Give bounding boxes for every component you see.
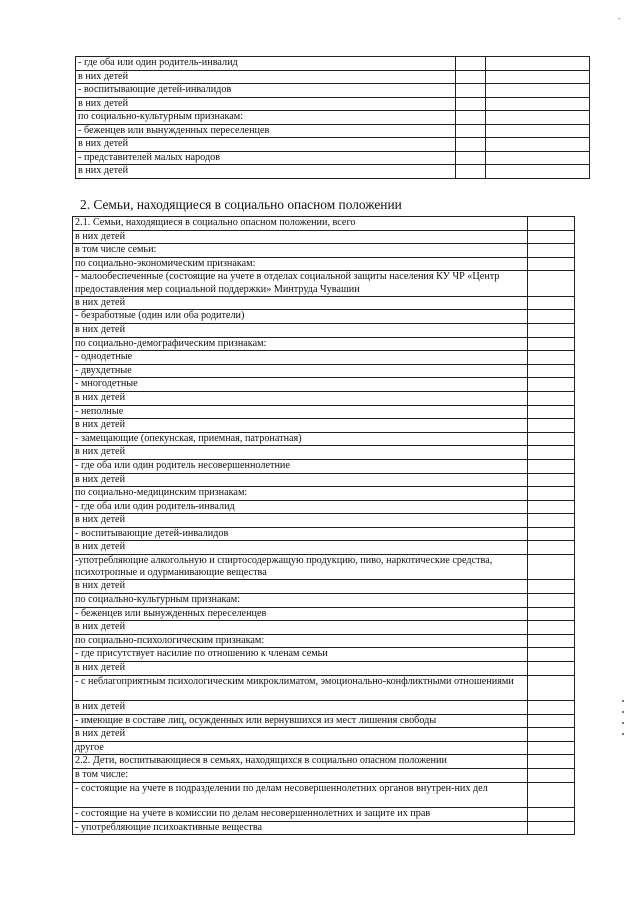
table-row [73, 230, 575, 244]
row-label: 2.1. Семьи, находящиеся в социально опасном положении, всего [73, 217, 528, 231]
row-label: в них детей [73, 580, 528, 594]
value-cell[interactable] [456, 165, 486, 179]
table-row [76, 151, 590, 165]
value-cell[interactable] [456, 70, 486, 84]
table-row [73, 391, 575, 405]
row-label: - имеющие в составе лиц, осужденных или вернувшихся из мест лишения свободы [73, 714, 528, 728]
table-row [76, 57, 590, 71]
table-row [73, 364, 575, 378]
value-cell[interactable] [528, 555, 575, 580]
value-cell[interactable] [528, 337, 575, 351]
table-row [73, 662, 575, 676]
table-row [73, 768, 575, 782]
section-heading: 2. Семьи, находящиеся в социально опасном положении [80, 197, 402, 212]
value-cell[interactable] [528, 594, 575, 608]
scan-edge-marks [622, 700, 626, 744]
row-label: в них детей [76, 97, 456, 111]
value-cell[interactable] [528, 391, 575, 405]
row-label: - неполные [73, 405, 528, 419]
row-label: по социально-экономическим признакам: [73, 257, 528, 271]
value-cell[interactable] [528, 580, 575, 594]
table-row [73, 473, 575, 487]
table-row [73, 446, 575, 460]
row-label: 2.2. Дети, воспитывающиеся в семьях, находящихся в социально опасном положении [73, 755, 528, 769]
row-label: - с неблагоприятным психологическим микроклиматом, эмоционально-конфликтными отношениями [73, 675, 528, 700]
table-row [73, 500, 575, 514]
value-cell[interactable] [528, 514, 575, 528]
value-cell[interactable] [528, 323, 575, 337]
value-cell[interactable] [486, 97, 590, 111]
table-row [76, 138, 590, 152]
table-row [73, 310, 575, 324]
value-cell[interactable] [528, 244, 575, 258]
value-cell[interactable] [528, 432, 575, 446]
value-cell[interactable] [528, 755, 575, 769]
row-label: - употребляющие психоактивные вещества [73, 821, 528, 835]
value-cell[interactable] [528, 621, 575, 635]
table-row [73, 527, 575, 541]
row-label: в них детей [73, 419, 528, 433]
value-cell[interactable] [528, 768, 575, 782]
table-row [73, 555, 575, 580]
value-cell[interactable] [528, 257, 575, 271]
table-row [73, 217, 575, 231]
table-row [73, 419, 575, 433]
row-label: в них детей [73, 323, 528, 337]
value-cell[interactable] [528, 351, 575, 365]
row-label: - безработные (один или оба родители) [73, 310, 528, 324]
row-label: - где оба или один родитель-инвалид [76, 57, 456, 71]
value-cell[interactable] [456, 111, 486, 125]
value-cell[interactable] [528, 230, 575, 244]
row-label: в них детей [73, 541, 528, 555]
table-row [76, 84, 590, 98]
value-cell[interactable] [456, 138, 486, 152]
row-label: в них детей [73, 701, 528, 715]
table-row [76, 70, 590, 84]
value-cell[interactable] [528, 728, 575, 742]
table-row [73, 701, 575, 715]
table-row [73, 594, 575, 608]
value-cell[interactable] [456, 151, 486, 165]
families-at-risk-table [72, 216, 575, 835]
row-label: - беженцев или вынужденных переселенцев [73, 607, 528, 621]
table-row [76, 97, 590, 111]
row-label: - воспитывающие детей-инвалидов [76, 84, 456, 98]
value-cell[interactable] [528, 473, 575, 487]
value-cell[interactable] [486, 138, 590, 152]
row-label: в них детей [73, 473, 528, 487]
value-cell[interactable] [528, 500, 575, 514]
value-cell[interactable] [456, 124, 486, 138]
value-cell[interactable] [486, 57, 590, 71]
row-label: - где присутствует насилие по отношению к членам семьи [73, 648, 528, 662]
row-label: - многодетные [73, 378, 528, 392]
table-row [73, 487, 575, 501]
row-label: - малообеспеченные (состоящие на учете в отделах социальной защиты населения КУ ЧР «Центр предоставления мер социальной поддержки» Минтруда Чувашии [73, 271, 528, 296]
value-cell[interactable] [528, 607, 575, 621]
table-row [73, 323, 575, 337]
table-row [73, 351, 575, 365]
row-label: в том числе: [73, 768, 528, 782]
table-row [73, 675, 575, 700]
value-cell[interactable] [486, 151, 590, 165]
value-cell[interactable] [456, 57, 486, 71]
table-row [73, 648, 575, 662]
value-cell[interactable] [528, 296, 575, 310]
value-cell[interactable] [528, 527, 575, 541]
row-label: - беженцев или вынужденных переселенцев [76, 124, 456, 138]
value-cell[interactable] [528, 405, 575, 419]
table-body [73, 217, 575, 835]
row-label: в том числе семьи: [73, 244, 528, 258]
table-row [73, 337, 575, 351]
table-row [73, 741, 575, 755]
table-row [73, 634, 575, 648]
table-row [73, 257, 575, 271]
table-row [73, 728, 575, 742]
table-row [76, 165, 590, 179]
row-label: по социально-психологическим признакам: [73, 634, 528, 648]
table-row [73, 580, 575, 594]
value-cell[interactable] [528, 541, 575, 555]
table-row [73, 405, 575, 419]
row-label: по социально-культурным признакам: [73, 594, 528, 608]
value-cell[interactable] [528, 807, 575, 821]
value-cell[interactable] [528, 419, 575, 433]
row-label: в них детей [73, 391, 528, 405]
row-label: - состоящие на учете в комиссии по делам несовершеннолетних и защите их прав [73, 807, 528, 821]
row-label: по социально-медицинским признакам: [73, 487, 528, 501]
table-row [73, 271, 575, 296]
row-label: в них детей [73, 514, 528, 528]
value-cell[interactable] [486, 124, 590, 138]
value-cell[interactable] [486, 111, 590, 125]
row-label: - представителей малых народов [76, 151, 456, 165]
table-row [73, 459, 575, 473]
table-row [73, 807, 575, 821]
table-row [73, 782, 575, 807]
table-row [73, 514, 575, 528]
table-body [76, 57, 590, 179]
table-row [73, 541, 575, 555]
row-label: по социально-демографическим признакам: [73, 337, 528, 351]
row-label: - воспитывающие детей-инвалидов [73, 527, 528, 541]
value-cell[interactable] [528, 634, 575, 648]
value-cell[interactable] [528, 487, 575, 501]
value-cell[interactable] [486, 70, 590, 84]
value-cell[interactable] [528, 714, 575, 728]
row-label: -употребляющие алкогольную и спиртосодержащую продукцию, пиво, наркотические средства, психотропные и одурманивающие вещества [73, 555, 528, 580]
value-cell[interactable] [528, 701, 575, 715]
row-label: в них детей [73, 621, 528, 635]
value-cell[interactable] [486, 84, 590, 98]
value-cell[interactable] [528, 675, 575, 700]
value-cell[interactable] [528, 821, 575, 835]
row-label: другое [73, 741, 528, 755]
value-cell[interactable] [528, 446, 575, 460]
value-cell[interactable] [528, 662, 575, 676]
row-label: в них детей [73, 296, 528, 310]
table-row [73, 296, 575, 310]
page-mark: - [618, 14, 621, 23]
row-label: - где оба или один родитель несовершеннолетние [73, 459, 528, 473]
row-label: - замещающие (опекунская, приемная, патронатная) [73, 432, 528, 446]
value-cell[interactable] [528, 217, 575, 231]
row-label: в них детей [73, 728, 528, 742]
value-cell[interactable] [528, 271, 575, 296]
table-row [73, 821, 575, 835]
row-label: в них детей [73, 446, 528, 460]
row-label: - где оба или один родитель-инвалид [73, 500, 528, 514]
value-cell[interactable] [456, 84, 486, 98]
row-label: по социально-культурным признакам: [76, 111, 456, 125]
row-label: в них детей [76, 70, 456, 84]
value-cell[interactable] [528, 782, 575, 807]
row-label: в них детей [76, 138, 456, 152]
row-label: в них детей [73, 662, 528, 676]
value-cell[interactable] [528, 648, 575, 662]
row-label: в них детей [76, 165, 456, 179]
value-cell[interactable] [528, 364, 575, 378]
value-cell[interactable] [528, 741, 575, 755]
value-cell[interactable] [528, 310, 575, 324]
table-row [73, 432, 575, 446]
table-row [73, 621, 575, 635]
value-cell[interactable] [486, 165, 590, 179]
table-row [73, 244, 575, 258]
table-row [73, 378, 575, 392]
row-label: - двухдетные [73, 364, 528, 378]
families-table-continued [75, 56, 590, 179]
table-row [73, 607, 575, 621]
table-row [76, 111, 590, 125]
table-row [76, 124, 590, 138]
row-label: - состоящие на учете в подразделении по делам несовершеннолетних органов внутрен-них дел [73, 782, 528, 807]
row-label: - однодетные [73, 351, 528, 365]
value-cell[interactable] [456, 97, 486, 111]
table-row [73, 714, 575, 728]
value-cell[interactable] [528, 459, 575, 473]
value-cell[interactable] [528, 378, 575, 392]
row-label: в них детей [73, 230, 528, 244]
table-row [73, 755, 575, 769]
